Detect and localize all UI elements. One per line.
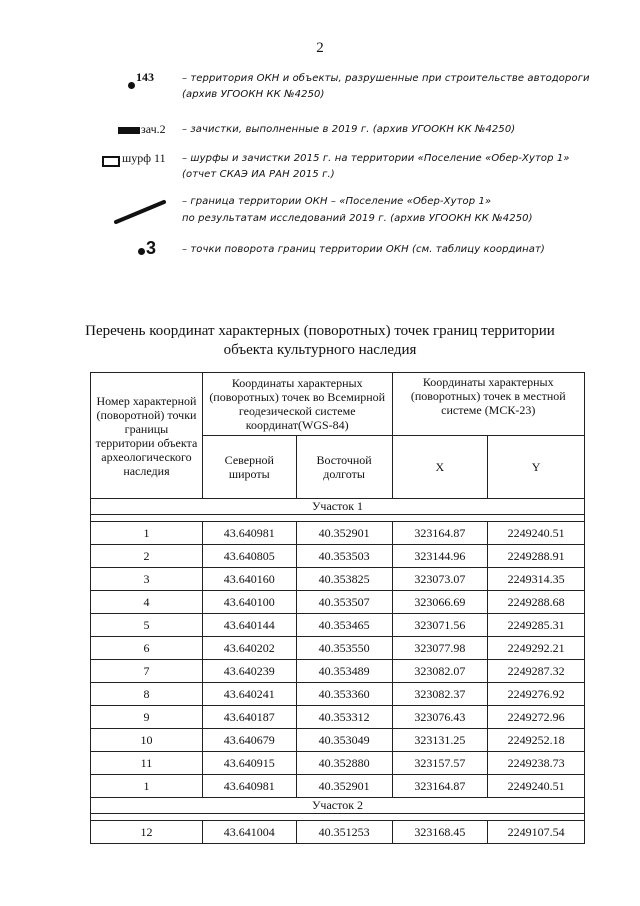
legend-symbol-clearing (96, 120, 186, 140)
cell-point-number: 1 (91, 775, 203, 798)
spacer-row (91, 814, 585, 821)
table-row (91, 752, 585, 775)
page-number: 2 (316, 40, 324, 56)
legend-symbol-pit (96, 150, 186, 170)
legend-symbol-point-number (96, 70, 186, 90)
legend-text-line: – территория ОКН и объекты, разрушенные при строительстве автодороги (182, 73, 590, 84)
legend-symbol-label: шурф 11 (122, 151, 166, 165)
spacer-row (91, 515, 585, 522)
header-msk23: Координаты характерных (поворотных) точек в местной системе (МСК-23) (392, 373, 585, 436)
cell-y: 2249107.54 (488, 821, 585, 844)
cell-north-latitude: 43.640239 (202, 660, 296, 683)
cell-north-latitude: 43.640679 (202, 729, 296, 752)
section-row (91, 499, 585, 515)
cell-x: 323164.87 (392, 522, 488, 545)
cell-point-number: 6 (91, 637, 203, 660)
cell-north-latitude: 43.640144 (202, 614, 296, 637)
cell-north-latitude: 43.640100 (202, 591, 296, 614)
cell-point-number: 5 (91, 614, 203, 637)
legend-text-line: (отчет СКАЭ ИА РАН 2015 г.) (182, 169, 335, 180)
dot-icon (128, 82, 135, 89)
header-east-longitude: Восточной долготы (296, 436, 392, 499)
cell-x: 323066.69 (392, 591, 488, 614)
table-row (91, 637, 585, 660)
cell-y: 2249288.91 (488, 545, 585, 568)
cell-y: 2249314.35 (488, 568, 585, 591)
table-row (91, 522, 585, 545)
cell-east-longitude: 40.353360 (296, 683, 392, 706)
cell-point-number: 9 (91, 706, 203, 729)
cell-y: 2249292.21 (488, 637, 585, 660)
cell-x: 323082.07 (392, 660, 488, 683)
table-title-line: объекта культурного наследия (223, 342, 417, 358)
table-row (91, 660, 585, 683)
cell-north-latitude: 43.640241 (202, 683, 296, 706)
cell-y: 2249288.68 (488, 591, 585, 614)
cell-x: 323077.98 (392, 637, 488, 660)
cell-east-longitude: 40.351253 (296, 821, 392, 844)
legend-text-line: (архив УГООКН КК №4250) (182, 89, 325, 100)
cell-point-number: 7 (91, 660, 203, 683)
cell-point-number: 2 (91, 545, 203, 568)
boundary-line-icon (112, 198, 172, 228)
cell-x: 323157.57 (392, 752, 488, 775)
legend-symbol-boundary-line (96, 196, 186, 216)
legend-text-line: по результатам исследований 2019 г. (архив УГООКН КК №4250) (182, 213, 533, 224)
section-label: Участок 1 (91, 499, 585, 515)
cell-point-number: 11 (91, 752, 203, 775)
header-x: X (392, 436, 488, 499)
cell-y: 2249276.92 (488, 683, 585, 706)
cell-east-longitude: 40.353489 (296, 660, 392, 683)
cell-point-number: 1 (91, 522, 203, 545)
cell-north-latitude: 43.640805 (202, 545, 296, 568)
table-row (91, 729, 585, 752)
header-y: Y (488, 436, 585, 499)
legend-text-line: – шурфы и зачистки 2015 г. на территории «Поселение «Обер-Хутор 1» (182, 153, 570, 164)
legend-item-turning-points (96, 240, 606, 270)
cell-north-latitude: 43.640160 (202, 568, 296, 591)
cell-point-number: 4 (91, 591, 203, 614)
spacer-cell (91, 515, 585, 522)
cell-north-latitude: 43.640981 (202, 522, 296, 545)
cell-east-longitude: 40.353825 (296, 568, 392, 591)
cell-east-longitude: 40.352901 (296, 775, 392, 798)
legend-text-line: – зачистки, выполненные в 2019 г. (архив УГООКН КК №4250) (182, 124, 516, 135)
legend-symbol-label: 143 (136, 70, 154, 84)
table-body (91, 499, 585, 844)
cell-x: 323131.25 (392, 729, 488, 752)
header-north-latitude: Северной широты (202, 436, 296, 499)
table-row (91, 706, 585, 729)
spacer-cell (91, 814, 585, 821)
legend-item-pits-2015 (96, 150, 606, 186)
table-title (60, 322, 580, 360)
legend-item-territory-boundary (96, 196, 606, 236)
cell-north-latitude: 43.640981 (202, 775, 296, 798)
cell-north-latitude: 43.641004 (202, 821, 296, 844)
cell-y: 2249287.32 (488, 660, 585, 683)
cell-x: 323168.45 (392, 821, 488, 844)
cell-x: 323076.43 (392, 706, 488, 729)
table-row (91, 591, 585, 614)
cell-y: 2249272.96 (488, 706, 585, 729)
legend-item-clearings-2019 (96, 120, 606, 150)
cell-north-latitude: 43.640187 (202, 706, 296, 729)
legend-text-line: – граница территории ОКН – «Поселение «Обер-Хутор 1» (182, 196, 492, 207)
outlined-rectangle-icon (102, 156, 120, 167)
cell-east-longitude: 40.352880 (296, 752, 392, 775)
cell-east-longitude: 40.353465 (296, 614, 392, 637)
cell-y: 2249240.51 (488, 775, 585, 798)
header-wgs84: Координаты характерных (поворотных) точек во Всемирной геодезической системе координат(WGS-84) (202, 373, 392, 436)
legend-item-destroyed-objects (96, 70, 606, 106)
cell-east-longitude: 40.353507 (296, 591, 392, 614)
table-row (91, 821, 585, 844)
cell-y: 2249238.73 (488, 752, 585, 775)
cell-east-longitude: 40.353550 (296, 637, 392, 660)
cell-x: 323144.96 (392, 545, 488, 568)
cell-east-longitude: 40.353503 (296, 545, 392, 568)
cell-y: 2249252.18 (488, 729, 585, 752)
dot-icon (138, 248, 145, 255)
coordinates-table (90, 372, 585, 844)
section-label: Участок 2 (91, 798, 585, 814)
cell-point-number: 12 (91, 821, 203, 844)
table-row (91, 683, 585, 706)
cell-y: 2249240.51 (488, 522, 585, 545)
cell-x: 323071.56 (392, 614, 488, 637)
cell-x: 323073.07 (392, 568, 488, 591)
table-row (91, 614, 585, 637)
cell-y: 2249285.31 (488, 614, 585, 637)
table-row (91, 775, 585, 798)
map-legend (96, 70, 606, 270)
cell-point-number: 10 (91, 729, 203, 752)
cell-north-latitude: 43.640915 (202, 752, 296, 775)
table-row (91, 545, 585, 568)
legend-symbol-turning-point (96, 240, 186, 260)
cell-north-latitude: 43.640202 (202, 637, 296, 660)
filled-bar-icon (118, 127, 140, 134)
cell-east-longitude: 40.353049 (296, 729, 392, 752)
cell-east-longitude: 40.353312 (296, 706, 392, 729)
cell-east-longitude: 40.352901 (296, 522, 392, 545)
cell-point-number: 8 (91, 683, 203, 706)
legend-text-line: – точки поворота границ территории ОКН (см. таблицу координат) (182, 244, 545, 255)
section-row (91, 798, 585, 814)
cell-x: 323082.37 (392, 683, 488, 706)
table-row (91, 568, 585, 591)
header-point-number: Номер характерной (поворотной) точки границы территории объекта археологического наследия (91, 373, 203, 499)
legend-symbol-label: 3 (146, 238, 157, 258)
cell-x: 323164.87 (392, 775, 488, 798)
legend-symbol-label: зач.2 (141, 122, 166, 136)
table-title-line: Перечень координат характерных (поворотных) точек границ территории (85, 323, 555, 339)
cell-point-number: 3 (91, 568, 203, 591)
